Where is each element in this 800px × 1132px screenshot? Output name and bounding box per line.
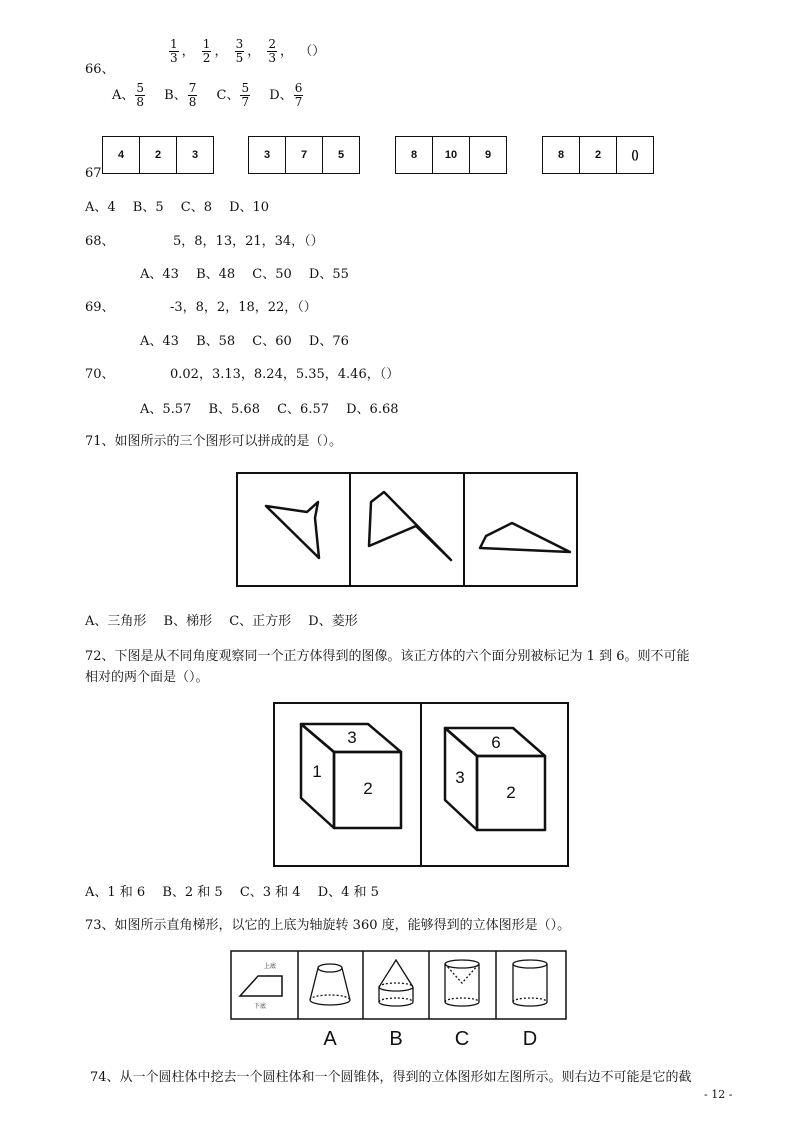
q70-number: 70、: [85, 367, 115, 382]
box-cell: 8: [410, 149, 418, 161]
option-letter-a: A: [323, 1028, 337, 1050]
q72-options[interactable]: A、1 和 6 B、2 和 5 C、3 和 4 D、4 和 5: [85, 885, 379, 900]
q74-question: 74、从一个圆柱体中挖去一个圆柱体和一个圆锥体，得到的立体图形如左图所示。则右边不可能是它的截: [90, 1070, 692, 1085]
cube1-top-label: 3: [347, 728, 357, 747]
blank: （）: [299, 44, 326, 59]
q68-options[interactable]: A、43 B、48 C、50 D、55: [140, 267, 349, 282]
three-shapes-figure: [236, 472, 578, 588]
top-base-label: 上底: [263, 963, 277, 970]
q73-question: 73、如图所示直角梯形，以它的上底为轴旋转 360 度，能够得到的立体图形是（）。: [85, 918, 571, 933]
q69-options[interactable]: A、43 B、58 C、60 D、76: [140, 334, 349, 349]
q72-question-line1: 72、下图是从不同角度观察同一个正方体得到的图像。该正方体的六个面分别被标记为 1 到 6。则不可能: [85, 649, 690, 664]
q71-question: 71、如图所示的三个图形可以拼成的是（）。: [85, 434, 343, 449]
box-cell: 5: [322, 137, 359, 173]
box-cell: 3: [176, 137, 213, 173]
solid-option-c: [445, 960, 479, 1006]
cube1-left-label: 1: [312, 762, 322, 781]
box-cell: (): [616, 137, 653, 173]
solid-option-a: [310, 964, 350, 1005]
option-c[interactable]: C、 $\frac{5}{7}$: [216, 81, 250, 109]
fraction: $\frac{3}{5}$: [235, 37, 244, 65]
option-letter-b: B: [389, 1028, 403, 1050]
cube2-left-label: 3: [455, 768, 465, 787]
q72-question-line2: 相对的两个面是（）。: [85, 670, 209, 685]
box-cell: 10: [432, 137, 469, 173]
number-box-group-2: [248, 136, 360, 174]
number-box-group-4: [542, 136, 654, 174]
box-cell: 9: [469, 137, 506, 173]
bottom-base-label: 下底: [253, 1003, 267, 1010]
box-cell: 4: [117, 149, 125, 161]
q68-sequence: 5，8，13，21，34，（）: [173, 234, 324, 249]
shape-piece-2: [369, 492, 451, 560]
option-d[interactable]: D、 $\frac{6}{7}$: [269, 81, 303, 109]
number-box-group-3: [395, 136, 507, 174]
option-letter-d: D: [522, 1028, 538, 1050]
cube1-front-label: 2: [363, 779, 373, 798]
q69-sequence: -3，8，2，18，22，（）: [170, 300, 317, 315]
q70-sequence: 0.02，3.13，8.24，5.35，4.46，（）: [170, 367, 400, 382]
solid-option-b: [379, 960, 413, 1006]
fraction: $\frac{1}{2}$: [202, 37, 211, 65]
q66-options: [112, 82, 318, 109]
shape-piece-3: [480, 523, 570, 552]
q68-number: 68、: [85, 234, 115, 249]
box-cell: 3: [263, 149, 271, 161]
q66-number: 66、: [85, 62, 115, 77]
page-number: - 12 -: [704, 1088, 733, 1101]
shape-piece-1: [266, 502, 319, 558]
solid-option-d: [513, 960, 547, 1006]
q71-options[interactable]: A、三角形 B、梯形 C、正方形 D、菱形: [85, 614, 358, 629]
box-cell: 7: [285, 137, 322, 173]
right-trapezoid: [240, 976, 282, 996]
box-cell: 2: [139, 137, 176, 173]
option-letter-c: C: [454, 1028, 470, 1050]
q66-sequence: $\frac{1}{3}$ ， $\frac{1}{2}$ ， $\frac{3}{5}$ ， $\frac{2}{3}$ ， （）: [170, 37, 326, 65]
option-a[interactable]: A、 $\frac{5}{8}$: [112, 81, 145, 109]
fraction: $\frac{2}{3}$: [268, 37, 277, 65]
box-cell: 2: [579, 137, 616, 173]
trapezoid-rotation-figure: [230, 950, 570, 1050]
fraction: $\frac{1}{3}$: [170, 37, 178, 65]
q67-number: 67: [85, 166, 102, 181]
q70-options[interactable]: A、5.57 B、5.68 C、6.57 D、6.68: [140, 402, 399, 417]
cube-views-figure: [273, 702, 569, 868]
q67-options[interactable]: A、4 B、5 C、8 D、10: [85, 200, 270, 215]
cube2-top-label: 6: [491, 733, 501, 752]
number-box-group-1: [102, 136, 214, 174]
box-cell: 8: [557, 149, 565, 161]
option-b[interactable]: B、 $\frac{7}{8}$: [164, 81, 197, 109]
q69-number: 69、: [85, 300, 115, 315]
cube2-front-label: 2: [506, 783, 516, 802]
